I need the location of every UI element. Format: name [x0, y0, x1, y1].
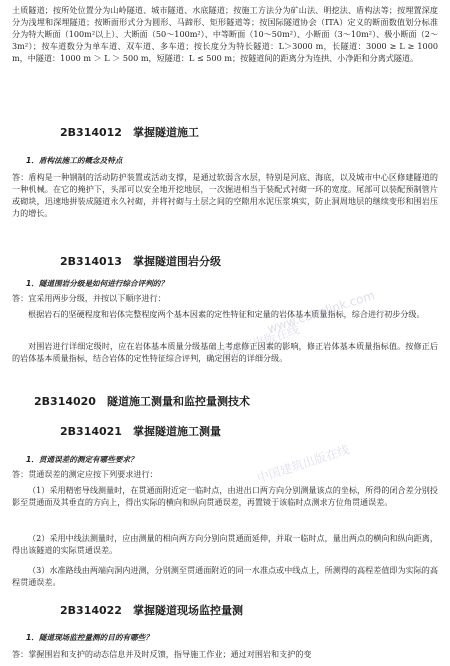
watermark-text: 中国建筑出版在线 [205, 322, 301, 366]
answer-paragraph: 答：掌握围岩和支护的动态信息并及时反馈，指导施工作业；通过对围岩和支护的变 [12, 649, 312, 659]
answer-paragraph: （3）水准路线由两端向洞内进测，分别测至贯通面附近的同一水准点或中线点上，所测得的高程差值即为实际的高程贯通误差。 [12, 565, 438, 587]
question-heading: 1．隧道围岩分级是如何进行综合评判的？ [26, 279, 168, 288]
answer-paragraph: （2）采用中线法测量时，应由测量的相向两方向分别向贯通面延伸，并取一临时点，量出两点的横向和纵向距离，得出该隧道的实际贯通误差。 [12, 533, 438, 555]
answer-paragraph: 答：宜采用两步分级，并按以下顺序进行： [12, 293, 166, 303]
answer-paragraph: 根据岩石的坚硬程度和岩体完整程度两个基本因素的定性特征和定量的岩体基本质量指标，综合进行初步分级。 [28, 309, 425, 319]
watermark-text: www.cabplink.com [265, 288, 377, 336]
watermark-text: 中国建筑出版在线 [255, 442, 351, 486]
answer-paragraph: 对围岩进行详细定级时，应在岩体基本质量分级基础上考虑修正因素的影响，修正岩体基本质量指标值。按修正后的岩体基本质量指标，结合岩体的定性特征综合评判，确定围岩的详细分级。 [12, 341, 438, 363]
section-heading-2B314021: 2B314021 掌握隧道施工测量 [60, 425, 221, 438]
question-heading: 1．盾构法施工的概念及特点 [26, 156, 123, 165]
question-heading: 1．贯通误差的测定有哪些要求？ [26, 455, 138, 464]
section-heading-2B314013: 2B314013 掌握隧道围岩分级 [60, 255, 221, 268]
intro-paragraph: 土质隧道；按所处位置分为山岭隧道、城市隧道、水底隧道；按施工方法分为矿山法、明挖法、盾构法等；按埋置深度分为浅埋和深埋隧道；按断面形式分为圆形、马蹄形、矩形隧道等；按国际隧道协会（ITA）定义的断面数值划分标准分为特大断面（100m²以上）、大断面（50～100m²）、中等断面（10～50m²）、小断面（3～10m²）、极小断面（2～3m²）；按车道数分为单车道、双车道、多车道；按长度分为特长隧道：L＞3000 m，长隧道：3000 ≥ L ≥ 1000 m，中隧道：1000 m ＞ L ＞ 500 m，短隧道：L ≤ 500 m；按隧道间的距离分为连拱、小净距和分离式隧道。 [12, 5, 438, 63]
section-heading-2B314020: 2B314020 隧道施工测量和监控量测技术 [34, 395, 250, 408]
answer-paragraph: 答：盾构是一种钢制的活动防护装置或活动支撑，是通过软弱含水层，特别是河底、海底，以及城市中心区修建隧道的一种机械。在它的掩护下，头部可以安全地开挖地层，一次掘进相当于装配式衬砌一环的宽度。尾部可以装配预制管片或砌块，迅速地拼装成隧道永久衬砌，并将衬砌与土层之间的空隙用水泥压浆填实，防止洞周地层的继续变形和围岩压力的增长。 [12, 172, 438, 218]
answer-paragraph: 答：贯通误差的测定应按下列要求进行： [12, 469, 158, 479]
answer-paragraph: （1）采用精密导线测量时，在贯通面附近定一临时点，由进出口两方向分别测量该点的坐标，所得的闭合差分别投影至贯通面及其垂直的方向上，得出实际的横向和纵向贯通误差，再置镜于该临时点测求方位角贯通误差。 [12, 485, 438, 507]
section-heading-2B314012: 2B314012 掌握隧道施工 [60, 126, 199, 139]
section-heading-2B314022: 2B314022 掌握隧道现场监控量测 [60, 604, 243, 617]
question-heading: 1．隧道现场监控量测的目的有哪些？ [26, 633, 153, 642]
